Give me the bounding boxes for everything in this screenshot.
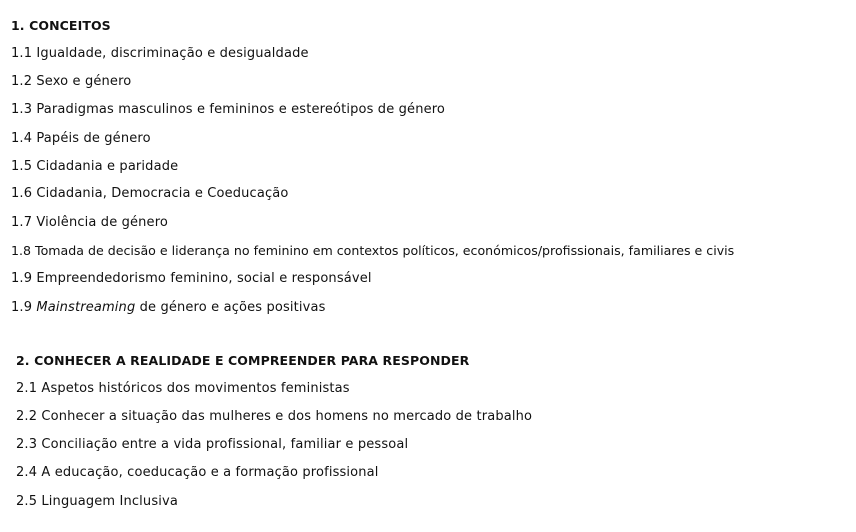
- cut-off-text-fragment: [0, 523, 856, 532]
- list-item-1-5: 1.5 Cidadania e paridade: [11, 159, 179, 174]
- italic-term: Mainstreaming: [36, 300, 136, 315]
- list-item-1-2: 1.2 Sexo e género: [11, 74, 132, 89]
- list-item-2-2: 2.2 Conhecer a situação das mulheres e dos homens no mercado de trabalho: [16, 409, 533, 424]
- list-item-1-1: 1.1 Igualdade, discriminação e desigualdade: [11, 46, 309, 61]
- list-item-2-5: 2.5 Linguagem Inclusiva: [16, 494, 178, 509]
- list-item-1-6: 1.6 Cidadania, Democracia e Coeducação: [11, 186, 289, 201]
- list-item-2-4: 2.4 A educação, coeducação e a formação profissional: [16, 465, 379, 480]
- list-item-1-9-entrepreneurship: 1.9 Empreendedorismo feminino, social e responsável: [11, 271, 372, 286]
- list-item-2-3: 2.3 Conciliação entre a vida profissional, familiar e pessoal: [16, 437, 409, 452]
- list-item-1-8: 1.8 Tomada de decisão e liderança no feminino em contextos políticos, económicos/profissionais, familiares e civis: [11, 243, 735, 258]
- list-item-1-7: 1.7 Violência de género: [11, 215, 169, 230]
- item-number: 1.9: [11, 300, 37, 315]
- item-text: de género e ações positivas: [135, 300, 326, 315]
- cut-off-line: [0, 520, 856, 532]
- section-2-heading: 2. CONHECER A REALIDADE E COMPREENDER PARA RESPONDER: [16, 353, 470, 368]
- section-1-heading: 1. CONCEITOS: [11, 18, 111, 33]
- list-item-1-3: 1.3 Paradigmas masculinos e femininos e estereótipos de género: [11, 102, 446, 117]
- list-item-1-4: 1.4 Papéis de género: [11, 131, 151, 146]
- list-item-1-9-mainstreaming: [11, 300, 326, 316]
- list-item-2-1: 2.1 Aspetos históricos dos movimentos feministas: [16, 381, 350, 396]
